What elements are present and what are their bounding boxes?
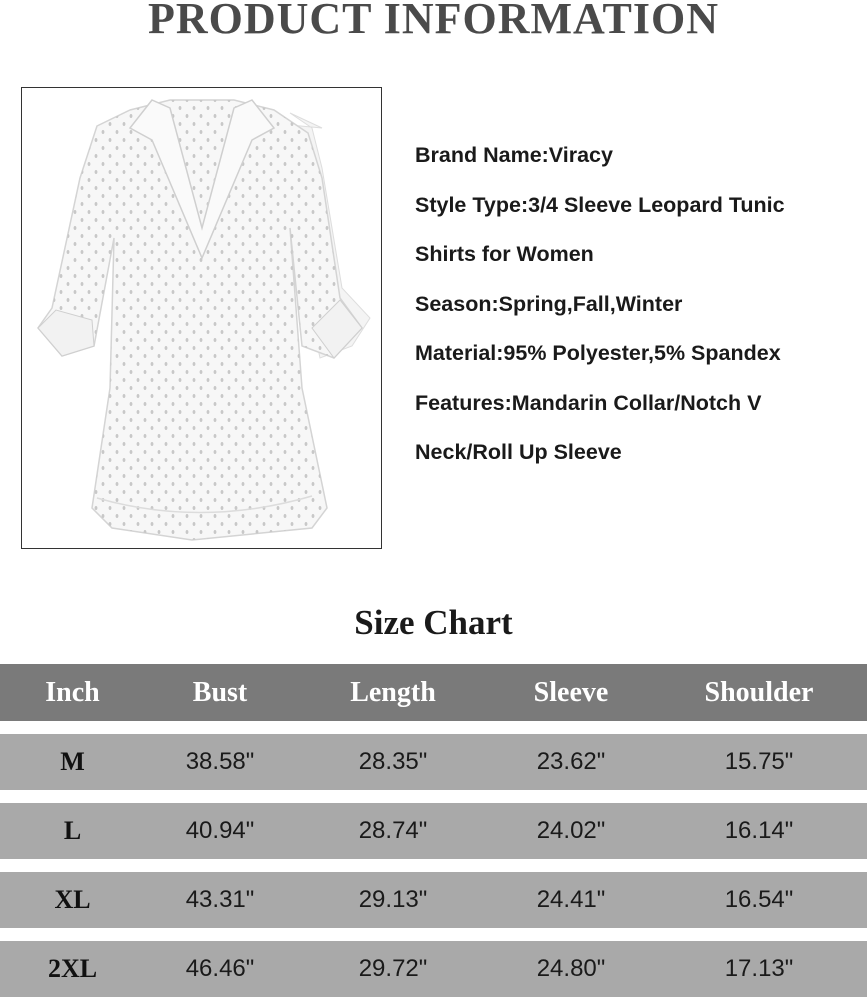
header-cell-sleeve: Sleeve: [533, 676, 609, 708]
bust-cell: 38.58": [185, 748, 255, 775]
table-row: [0, 872, 867, 928]
bust-cell: 46.46": [185, 955, 255, 982]
size-chart-title: Size Chart: [354, 603, 513, 642]
product-image: [21, 87, 382, 549]
bust-cell: 40.94": [185, 817, 255, 844]
size-cell: XL: [54, 885, 91, 914]
table-row: [0, 734, 867, 790]
size-cell: L: [63, 816, 82, 845]
length-cell: 28.74": [358, 817, 428, 844]
table-row: [0, 941, 867, 997]
info-material: Material:95% Polyester,5% Spandex: [415, 341, 781, 365]
sleeve-cell: 24.80": [536, 955, 606, 982]
product-info-list: [415, 131, 860, 478]
blouse-illustration: [22, 88, 381, 548]
length-cell: 29.72": [358, 955, 428, 982]
info-season: Season:Spring,Fall,Winter: [415, 291, 683, 316]
shoulder-cell: 17.13": [724, 955, 794, 982]
info-features-cont: Neck/Roll Up Sleeve: [415, 440, 622, 464]
sleeve-cell: 23.62": [536, 748, 606, 775]
sleeve-cell: 24.02": [536, 817, 606, 844]
info-style-type-cont: Shirts for Women: [415, 242, 594, 266]
shoulder-cell: 16.54": [724, 886, 794, 913]
shoulder-cell: 16.14": [724, 817, 794, 844]
info-brand: Brand Name:Viracy: [415, 143, 613, 167]
header-cell-length: Length: [350, 676, 436, 708]
page-title: PRODUCT INFORMATION: [147, 0, 720, 43]
table-row: [0, 803, 867, 859]
header-cell-bust: Bust: [192, 676, 248, 708]
info-style-type: Style Type:3/4 Sleeve Leopard Tunic: [415, 192, 785, 217]
header-cell-shoulder: Shoulder: [704, 676, 814, 708]
sleeve-cell: 24.41": [536, 886, 606, 913]
size-cell: M: [60, 747, 85, 776]
length-cell: 28.35": [358, 748, 428, 775]
bust-cell: 43.31": [185, 886, 255, 913]
size-cell: 2XL: [47, 954, 98, 983]
header-cell-inch: Inch: [45, 676, 100, 708]
shoulder-cell: 15.75": [724, 748, 794, 775]
table-header-row: [0, 664, 867, 721]
length-cell: 29.13": [358, 886, 428, 913]
info-features: Features:Mandarin Collar/Notch V: [415, 390, 762, 415]
